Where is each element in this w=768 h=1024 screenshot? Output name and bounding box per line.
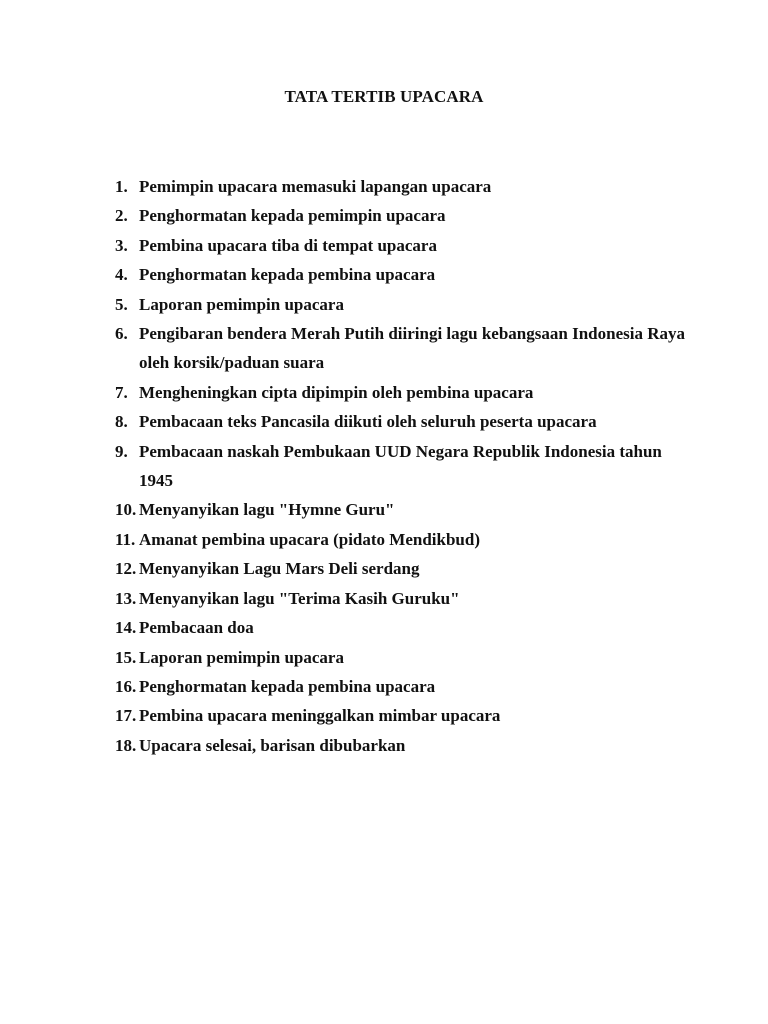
- list-item-text: Laporan pemimpin upacara: [139, 294, 344, 314]
- list-item-number: 16.: [115, 676, 137, 696]
- list-item: [115, 731, 695, 760]
- list-item-text: Pemimpin upacara memasuki lapangan upacara: [139, 177, 492, 196]
- list-item-text: Mengheningkan cipta dipimpin oleh pembina upacara: [139, 382, 534, 402]
- list-item-text: Penghormatan kepada pembina upacara: [139, 265, 436, 285]
- list-item-text: Menyanyikan Lagu Mars Deli serdang: [139, 559, 420, 579]
- list-item-number: 4.: [115, 265, 128, 285]
- list-item-text: Pembacaan teks Pancasila diikuti oleh seluruh peserta upacara: [139, 412, 597, 432]
- list-item: [115, 319, 695, 378]
- list-item-text: Pembina upacara meninggalkan mimbar upacara: [139, 706, 501, 726]
- list-item-number: 9.: [115, 441, 128, 461]
- list-item-number: 10.: [115, 500, 137, 520]
- list-item: [115, 172, 695, 201]
- list-item-number: 7.: [115, 382, 128, 402]
- list-item: [115, 613, 695, 642]
- list-item-text: Pembacaan naskah Pembukaan UUD Negara Republik Indonesia tahun 1945: [139, 441, 662, 491]
- list-item: [115, 701, 695, 730]
- list-item-number: 8.: [115, 412, 128, 432]
- list-item: [115, 437, 695, 496]
- list-item-text: Menyanyikan lagu "Hymne Guru": [139, 500, 395, 520]
- list-item: [115, 495, 695, 524]
- list-item-text: Menyanyikan lagu "Terima Kasih Guruku": [139, 588, 460, 608]
- list-item-number: 12.: [115, 559, 137, 579]
- list-item-number: 18.: [115, 735, 137, 755]
- list-item: [115, 643, 695, 672]
- list-item-number: 1.: [115, 177, 128, 196]
- list-item: [115, 260, 695, 289]
- list-item-number: 14.: [115, 618, 137, 638]
- list-item: [115, 290, 695, 319]
- list-item: [115, 201, 695, 230]
- list-item-text: Laporan pemimpin upacara: [139, 647, 344, 667]
- list-item-number: 6.: [115, 324, 128, 344]
- list-item: [115, 554, 695, 583]
- list-item: [115, 525, 695, 554]
- list-item-text: Pembacaan doa: [139, 618, 254, 638]
- list-item-number: 5.: [115, 294, 128, 314]
- list-item-text: Pembina upacara tiba di tempat upacara: [139, 235, 437, 255]
- list-item: [115, 231, 695, 260]
- list-item: [115, 378, 695, 407]
- list-item-number: 11.: [115, 529, 136, 549]
- list-item-number: 3.: [115, 235, 128, 255]
- list-item-text: Penghormatan kepada pembina upacara: [139, 676, 436, 696]
- list-item-text: Penghormatan kepada pemimpin upacara: [139, 206, 446, 226]
- ceremony-order-list: [115, 172, 695, 760]
- list-item: [115, 672, 695, 701]
- list-item-number: 13.: [115, 588, 137, 608]
- list-item: [115, 407, 695, 436]
- list-item: [115, 584, 695, 613]
- list-item-text: Upacara selesai, barisan dibubarkan: [139, 735, 406, 755]
- list-item-number: 15.: [115, 647, 137, 667]
- list-item-text: Amanat pembina upacara (pidato Mendikbud): [139, 529, 481, 549]
- document-title: TATA TERTIB UPACARA: [284, 87, 484, 106]
- list-item-number: 2.: [115, 206, 128, 226]
- list-item-number: 17.: [115, 706, 137, 726]
- list-item-text: Pengibaran bendera Merah Putih diiringi lagu kebangsaan Indonesia Raya oleh korsik/paduan suara: [139, 324, 685, 373]
